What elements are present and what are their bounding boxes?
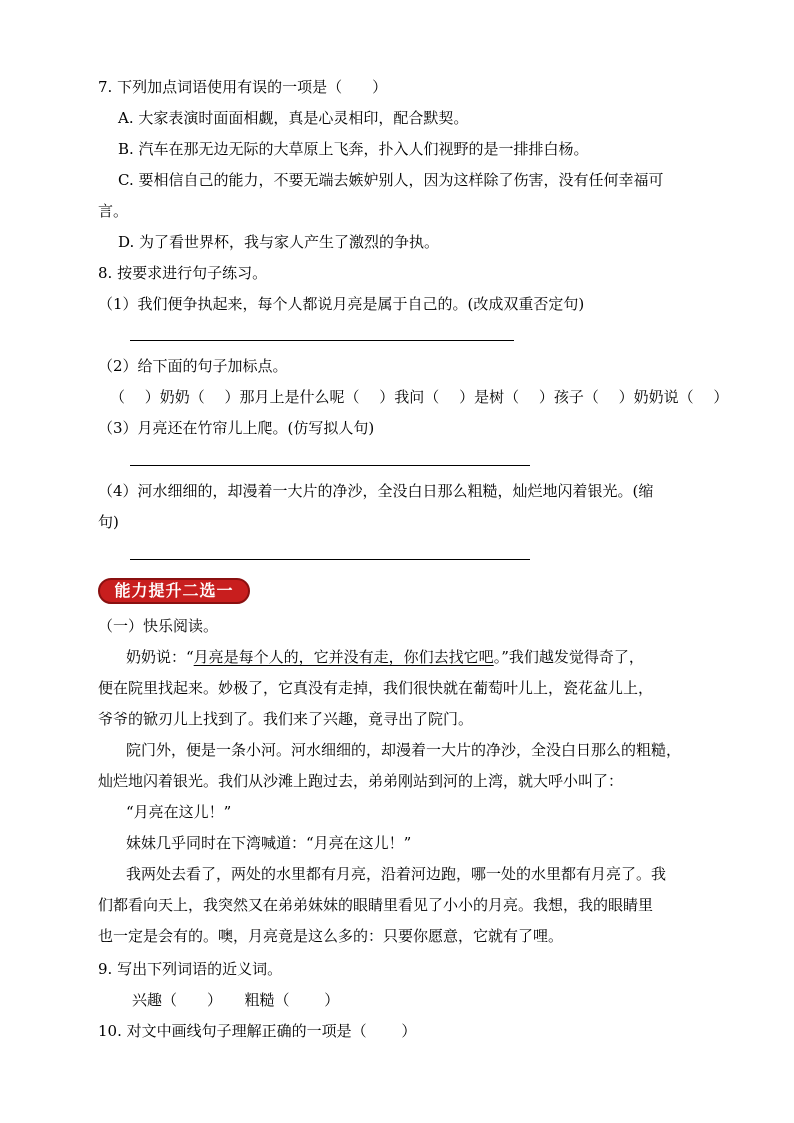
q7-option-b: B. 汽车在那无边无际的大草原上飞奔，扑入人们视野的是一排排白杨。: [118, 140, 589, 158]
reading-subtitle: （一）快乐阅读。: [98, 617, 219, 635]
q9-stem: 9. 写出下列词语的近义词。: [98, 960, 283, 978]
q7-option-c-line1: C. 要相信自己的能力，不要无端去嫉妒别人，因为这样除了伤害，没有任何幸福可: [118, 171, 664, 189]
q8-part1-answer-line[interactable]: [130, 340, 514, 341]
q8-part3-answer-line[interactable]: [130, 465, 530, 466]
passage-p4: 妹妹几乎同时在下湾喊道：“月亮在这儿！”: [126, 834, 412, 852]
passage-p3: “月亮在这儿！”: [126, 803, 232, 821]
passage-p1-pre: 奶奶说：“: [126, 648, 194, 666]
section-badge: 能力提升二选一: [98, 578, 250, 604]
q10-stem: 10. 对文中画线句子理解正确的一项是（ ）: [98, 1022, 417, 1040]
passage-p2-line1: 院门外，便是一条小河。河水细细的，却漫着一大片的净沙，全没白日那么的粗糙，: [126, 741, 682, 759]
passage-p5-line3: 也一定是会有的。噢，月亮竟是这么多的：只要你愿意，它就有了哩。: [98, 927, 564, 945]
q8-stem: 8. 按要求进行句子练习。: [98, 264, 268, 282]
q9-words: 兴趣（ ） 粗糙（ ）: [132, 991, 340, 1009]
q8-part4-answer-line[interactable]: [130, 559, 530, 560]
passage-p1-line3: 爷爷的锨刃儿上找到了。我们来了兴趣，竟寻出了院门。: [98, 710, 474, 728]
q8-part4-line1: （4）河水细细的，却漫着一大片的净沙，全没白日那么粗糙，灿烂地闪着银光。(缩: [98, 482, 654, 500]
q7-option-d: D. 为了看世界杯，我与家人产生了激烈的争执。: [118, 233, 440, 251]
q8-part2: （2）给下面的句子加标点。: [98, 357, 288, 375]
passage-p1-post: 。”我们越发觉得奇了，: [493, 648, 644, 666]
q8-part4-line2: 句): [98, 513, 119, 531]
passage-p1-line1: [126, 647, 644, 667]
passage-p5-line2: 们都看向天上，我突然又在弟弟妹妹的眼睛里看见了小小的月亮。我想，我的眼睛里: [98, 896, 654, 914]
underlined-sentence: 月亮是每个人的，它并没有走，你们去找它吧: [193, 648, 494, 666]
q7-stem: 7. 下列加点词语使用有误的一项是（ ）: [98, 78, 388, 96]
q8-part3: （3）月亮还在竹帘儿上爬。(仿写拟人句): [98, 419, 375, 437]
passage-p1-line2: 便在院里找起来。妙极了，它真没有走掉，我们很快就在葡萄叶儿上，瓷花盆儿上，: [98, 679, 654, 697]
passage-p2-line2: 灿烂地闪着银光。我们从沙滩上跑过去，弟弟刚站到河的上湾，就大呼小叫了：: [98, 772, 624, 790]
passage-p5-line1: 我两处去看了，两处的水里都有月亮，沿着河边跑，哪一处的水里都有月亮了。我: [126, 865, 667, 883]
q7-option-c-line2: 言。: [98, 202, 129, 220]
q8-part1: （1）我们便争执起来，每个人都说月亮是属于自己的。(改成双重否定句): [98, 295, 585, 313]
q7-option-a: A. 大家表演时面面相觑，真是心灵相印，配合默契。: [118, 109, 469, 127]
q8-part2-punctuation-line: （ ）奶奶（ ）那月上是什么呢（ ）我问（ ）是树（ ）孩子（ ）奶奶说（ ）: [110, 388, 729, 406]
